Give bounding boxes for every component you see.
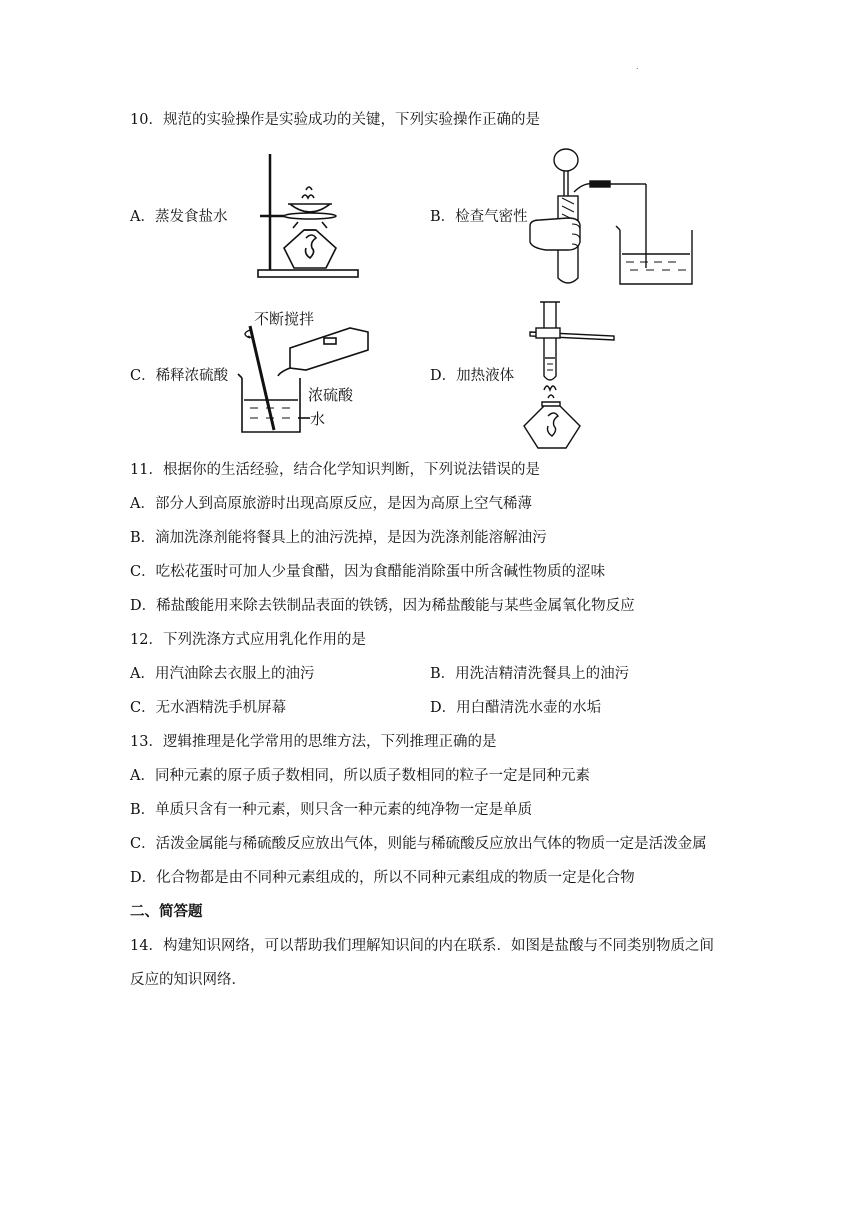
q13-option-c: C．活泼金属能与稀硫酸反应放出气体，则能与稀硫酸反应放出气体的物质一定是活泼金属: [130, 836, 707, 852]
q13-option-d: D．化合物都是由不同种元素组成的，所以不同种元素组成的物质一定是化合物: [130, 870, 635, 886]
q11-option-d: D．稀盐酸能用来除去铁制品表面的铁锈，因为稀盐酸能与某些金属氧化物反应: [130, 598, 635, 614]
q12-stem: 12．下列洗涤方式应用乳化作用的是: [130, 632, 366, 648]
q11-option-b: B．滴加洗涤剂能将餐具上的油污洗掉，是因为洗涤剂能溶解油污: [130, 530, 547, 546]
figure-dilute-sulfuric-acid: [228, 308, 378, 440]
q11-stem: 11．根据你的生活经验，结合化学知识判断，下列说法错误的是: [130, 462, 540, 478]
figure-check-airtightness: [528, 146, 698, 288]
q11-option-a: A．部分人到高原旅游时出现高原反应，是因为高原上空气稀薄: [130, 496, 532, 512]
q12-option-d: D．用白醋清洗水壶的水垢: [430, 700, 602, 716]
q12-option-a: A．用汽油除去衣服上的油污: [130, 666, 315, 682]
figure-heat-liquid: [520, 298, 620, 453]
q13-option-a: A．同种元素的原子质子数相同，所以质子数相同的粒子一定是同种元素: [130, 768, 590, 784]
q10-option-a: A．蒸发食盐水: [130, 209, 228, 225]
q14-line-1: 14．构建知识网络，可以帮助我们理解知识间的内在联系．如图是盐酸与不同类别物质之间: [130, 938, 714, 954]
q12-option-c: C．无水酒精洗手机屏幕: [130, 700, 287, 716]
q13-stem: 13．逻辑推理是化学常用的思维方法，下列推理正确的是: [130, 734, 497, 750]
label-concentrated-acid: 浓硫酸: [308, 386, 354, 404]
q14-line-2: 反应的知识网络．: [130, 972, 246, 988]
q10-option-c: C．稀释浓硫酸: [130, 368, 229, 384]
q12-option-b: B．用洗洁精清洗餐具上的油污: [430, 666, 630, 682]
q10-option-b: B．检查气密性: [430, 209, 528, 225]
section-title: 二、简答题: [130, 904, 203, 920]
q13-option-b: B．单质只含有一种元素，则只含一种元素的纯净物一定是单质: [130, 802, 533, 818]
label-stir: 不断搅拌: [254, 310, 315, 328]
q10-stem: 10．规范的实验操作是实验成功的关键，下列实验操作正确的是: [130, 112, 540, 128]
page-mark: .: [636, 62, 639, 71]
q11-option-c: C．吃松花蛋时可加人少量食醋，因为食醋能消除蛋中所含碱性物质的涩味: [130, 564, 606, 580]
q10-option-d: D．加热液体: [430, 368, 515, 384]
figure-evaporate-salt-water: [250, 150, 370, 280]
label-water: 水: [310, 410, 326, 428]
